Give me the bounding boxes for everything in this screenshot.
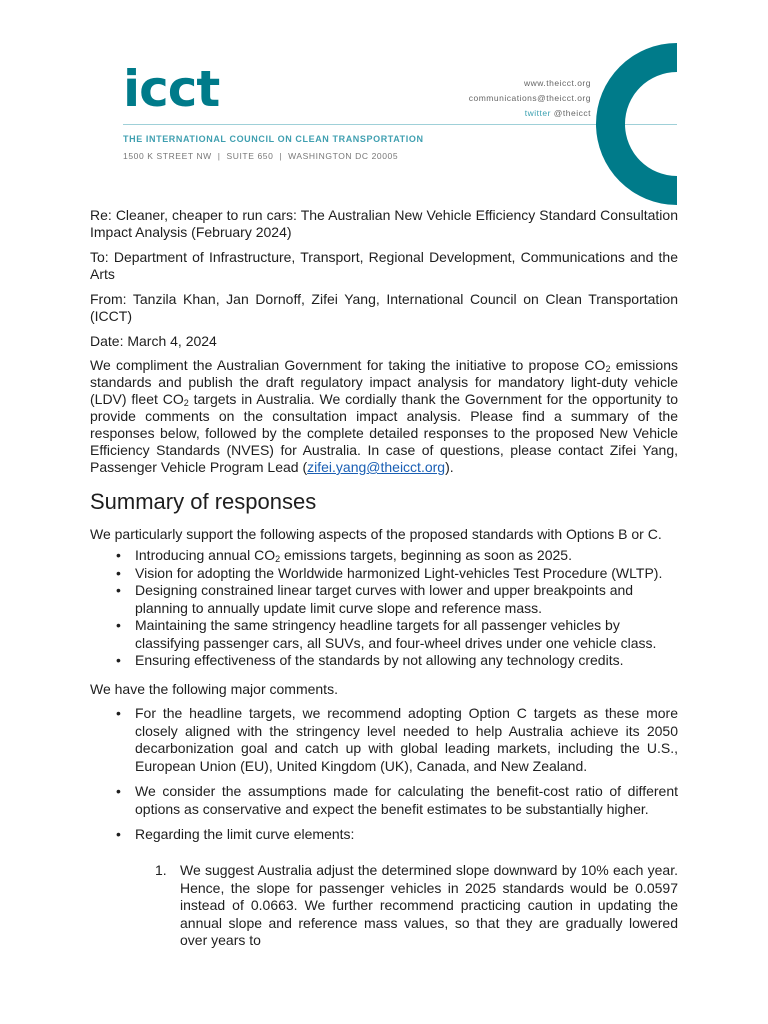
to-line: To: Department of Infrastructure, Transport, Regional Development, Communications and the Arts <box>90 249 678 282</box>
intro-text: emissions standards and publish the draft regulatory impact analysis for mandatory light-duty vehicle (LDV) fleet CO <box>90 357 678 407</box>
twitter-label: twitter <box>524 108 551 118</box>
item-text: Ensuring effectiveness of the standards by not allowing any technology credits. <box>135 652 624 668</box>
limit-curve-list <box>90 862 678 950</box>
bullet: • <box>116 826 121 842</box>
org-name: THE INTERNATIONAL COUNCIL ON CLEAN TRANSPORTATION <box>123 134 424 144</box>
intro-text: We compliment the Australian Government for taking the initiative to propose CO <box>90 357 606 373</box>
support-intro: We particularly support the following aspects of the proposed standards with Options B or C. <box>90 526 662 542</box>
list-item <box>90 652 678 670</box>
subscript: 2 <box>605 364 611 374</box>
item-text: We consider the assumptions made for calculating the benefit-cost ratio of different options as conservative and expect the benefit estimates to be substantially higher. <box>135 783 678 817</box>
re-line: Re: Cleaner, cheaper to run cars: The Australian New Vehicle Efficiency Standard Consultation Impact Analysis (February 2024) <box>90 207 678 240</box>
logo-arc-icon <box>596 43 678 207</box>
item-text: Vision for adopting the Worldwide harmonized Light-vehicles Test Procedure (WLTP). <box>135 564 663 581</box>
item-text: Introducing annual CO <box>135 547 276 563</box>
from-line: From: Tanzila Khan, Jan Dornoff, Zifei Yang, International Council on Clean Transportation (ICCT) <box>90 291 678 324</box>
list-item <box>90 582 678 617</box>
icct-logo: icct <box>123 60 220 118</box>
list-item <box>90 547 678 565</box>
item-number: 1. <box>155 862 167 878</box>
org-address: 1500 K STREET NW | SUITE 650 | WASHINGTON DC 20005 <box>123 151 399 161</box>
twitter-handle: @theicct <box>553 108 591 118</box>
subscript: 2 <box>275 554 281 564</box>
header-divider <box>123 124 677 125</box>
bullet: • <box>116 582 121 598</box>
item-text: Maintaining the same stringency headline targets for all passenger vehicles by classifying passenger cars, all SUVs, and four-wheel drives under one vehicle class. <box>135 617 657 651</box>
section-heading: Summary of responses <box>90 489 317 514</box>
bullet: • <box>116 705 121 721</box>
bullet: • <box>116 564 121 581</box>
email-link[interactable]: zifei.yang@theicct.org <box>307 459 446 475</box>
support-list <box>90 547 678 670</box>
bullet: • <box>116 547 121 563</box>
list-item <box>90 705 678 775</box>
item-text: For the headline targets, we recommend adopting Option C targets as these more closely aligned with the stringency level needed to help Australia achieve its 2050 decarbonization goal and catch up with global leading markets, including the U.S., European Union (EU), United Kingdom (UK), Canada, and New Zealand. <box>135 705 678 774</box>
intro-text: ). <box>445 459 454 475</box>
email-link[interactable]: communications@theicct.org <box>468 93 591 103</box>
intro-text: targets in Australia. We cordially thank the Government for the opportunity to provide comments on the consultation impact analysis. Please find a summary of the responses below, followed by the complete detailed responses to the proposed New Vehicle Efficiency Standards (NVES) for Australia. In case of questions, please contact Zifei Yang, Passenger Vehicle Program Lead ( <box>90 391 678 475</box>
comments-intro: We have the following major comments. <box>90 681 338 697</box>
item-text: Regarding the limit curve elements: <box>135 826 355 842</box>
bullet: • <box>116 617 121 633</box>
contact-block <box>469 76 591 121</box>
date-line: Date: March 4, 2024 <box>90 333 217 349</box>
item-text: Designing constrained linear target curves with lower and upper breakpoints and planning to annually update limit curve slope and reference mass. <box>135 582 634 616</box>
list-item <box>90 565 678 583</box>
bullet: • <box>116 652 121 668</box>
subscript: 2 <box>183 398 189 408</box>
list-item <box>90 617 678 652</box>
list-item <box>90 862 678 950</box>
comments-list <box>90 705 678 852</box>
item-text: emissions targets, beginning as soon as 2025. <box>280 547 572 563</box>
twitter-link[interactable] <box>469 106 591 121</box>
bullet: • <box>116 783 121 799</box>
website-link[interactable]: www.theicct.org <box>523 78 591 88</box>
item-text: We suggest Australia adjust the determined slope downward by 10% each year. Hence, the slope for passenger vehicles in 2025 standards would be 0.0597 instead of 0.0663. We further recommend practicing caution in updating the annual slope and reference mass values, so that they are gradually lowered over years to <box>180 862 678 948</box>
list-item <box>90 783 678 818</box>
intro-paragraph <box>90 357 678 476</box>
list-item <box>90 826 678 844</box>
